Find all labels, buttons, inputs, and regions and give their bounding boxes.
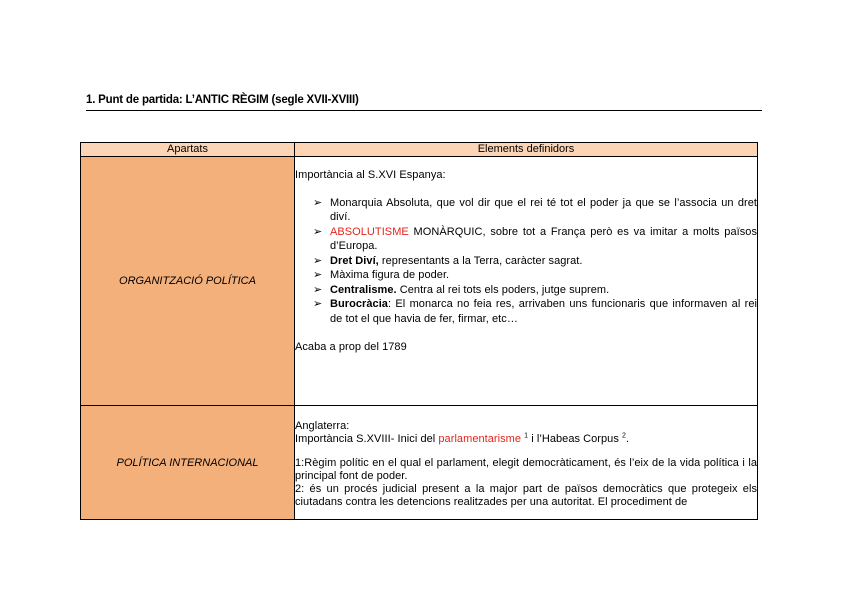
header-apartats: Apartats (81, 143, 295, 157)
bullet-list (295, 196, 757, 327)
content-table (80, 142, 758, 520)
intro-text: Importància al S.XVI Espanya: (295, 169, 446, 181)
footnote-2: 2: és un procés judicial present a la major part de països democràtics que protegeix els ciutadans contra les detencions realitzades per una autoritat. El procediment de (295, 483, 757, 508)
list-item: ➢ Dret Diví, representants a la Terra, caràcter sagrat. (313, 254, 583, 267)
arrow-bullet-icon: ➢ (313, 283, 323, 296)
footnote-marker: 1 (524, 432, 529, 440)
arrow-bullet-icon: ➢ (313, 269, 323, 281)
apartat-cell: ORGANITZACIÓ POLÍTICA (81, 157, 295, 406)
list-item: ➢ Màxima figura de poder. (313, 269, 450, 281)
country-label: Anglaterra: (295, 420, 350, 432)
footnote-marker: 2 (622, 432, 626, 440)
list-item: ➢ Burocràcia: El monarca no feia res, arrivaben uns funcionaris que informaven al rei de tot el que havia de fer, firmar, etc… (313, 298, 757, 325)
list-item: ➢ Centralisme. Centra al rei tots els poders, jutge suprem. (313, 283, 610, 296)
table-row (81, 406, 758, 520)
parlamentarisme-term: parlamentarisme (438, 433, 522, 445)
footnote-1: 1:Règim polític en el qual el parlament, elegit democràticament, és l’eix de la vida política i la principal font de poder. (295, 457, 757, 482)
section-heading: 1. Punt de partida: L’ANTIC RÈGIM (segle XVII-XVIII) (86, 94, 762, 111)
arrow-bullet-icon: ➢ (313, 254, 323, 267)
header-elements-definidors: Elements definidors (295, 143, 758, 157)
header-row (81, 143, 758, 157)
list-item: ➢ ABSOLUTISME MONÀRQUIC, sobre tot a França però es va imitar a molts països d’Europa. (313, 225, 757, 252)
definidors-cell (295, 157, 758, 406)
outro-text: Acaba a prop del 1789 (295, 341, 407, 353)
arrow-bullet-icon: ➢ (313, 196, 323, 209)
table-row (81, 157, 758, 406)
arrow-bullet-icon: ➢ (313, 298, 323, 310)
definidors-cell (295, 406, 758, 520)
apartat-cell: POLÍTICA INTERNACIONAL (81, 406, 295, 520)
arrow-bullet-icon: ➢ (313, 225, 323, 238)
list-item: ➢ Monarquia Absoluta, que vol dir que el rei té tot el poder ja que se l’associa un dret diví. (313, 196, 757, 223)
importance-line: Importància S.XVIII- Inici del parlamentarisme $^1$ i l’Habeas Corpus $^2$. (295, 432, 630, 445)
